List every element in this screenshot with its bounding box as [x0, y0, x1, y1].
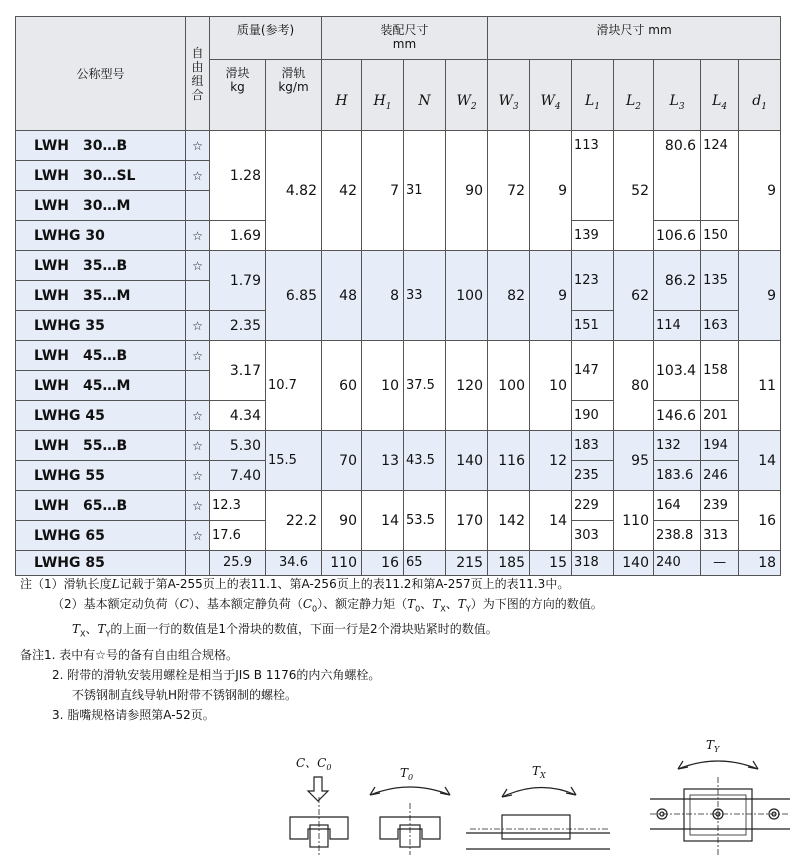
- dim-L1: 123: [572, 251, 614, 311]
- header-mass: 质量(参考): [210, 17, 322, 60]
- dim-L3: 106.6: [654, 221, 701, 251]
- dim-H1: 13: [362, 431, 404, 491]
- free-combo-star: [186, 281, 210, 311]
- dim-L3: 114: [654, 311, 701, 341]
- dim-H1: 7: [362, 131, 404, 251]
- notes: [20, 574, 603, 725]
- col-d1: $d_1$: [739, 60, 781, 131]
- note-2-detail: $T_X$、$T_Y$的上面一行的数值是1个滑块的数值，下面一行是2个滑块贴紧时的数值。: [72, 622, 498, 639]
- dim-L1: 139: [572, 221, 614, 251]
- dim-W2: 215: [446, 551, 488, 576]
- note-2: （2）基本额定动负荷（C）、基本额定静负荷$(C_0)$、额定静力矩（$T_0$、$T_X$、$T_Y$）为下图的方向的数值。: [52, 597, 603, 614]
- dim-L1: 113: [572, 131, 614, 221]
- load-arrow-icon: [308, 777, 328, 801]
- dim-N: 65: [404, 551, 446, 576]
- tx-arc-arrow-icon: [502, 787, 576, 797]
- dim-L4: 124: [701, 131, 739, 221]
- header-block-dims: 滑块尺寸 mm: [488, 17, 781, 60]
- dim-W3: 116: [488, 431, 530, 491]
- dim-H1: 14: [362, 491, 404, 551]
- mass-block: 25.9: [210, 551, 266, 576]
- free-combo-star: ☆: [186, 341, 210, 371]
- model-cell: LWH 30…B: [16, 131, 186, 161]
- dim-L1: 183: [572, 431, 614, 461]
- model-cell: LWH 65…B: [16, 491, 186, 521]
- dim-H: 60: [322, 341, 362, 431]
- dim-d1: 9: [739, 131, 781, 251]
- model-cell: LWHG 45: [16, 401, 186, 431]
- dim-H: 90: [322, 491, 362, 551]
- mass-rail: 15.5: [266, 431, 322, 491]
- col-N: N: [404, 60, 446, 131]
- dim-L3: 103.4: [654, 341, 701, 401]
- free-combo-star: [186, 191, 210, 221]
- dim-L4: 201: [701, 401, 739, 431]
- col-L4: $L_4$: [701, 60, 739, 131]
- dim-d1: 18: [739, 551, 781, 576]
- dim-W4: 14: [530, 491, 572, 551]
- header-free-combo: 自 由 组 合: [186, 17, 210, 131]
- dim-L3: 183.6: [654, 461, 701, 491]
- dim-W4: 15: [530, 551, 572, 576]
- mass-block: 1.69: [210, 221, 266, 251]
- dim-W3: 82: [488, 251, 530, 341]
- dim-H: 48: [322, 251, 362, 341]
- header-mass-block: 滑块 kg: [210, 60, 266, 131]
- dim-L4: 158: [701, 341, 739, 401]
- header-mass-rail: 滑轨 kg/m: [266, 60, 322, 131]
- dim-N: 33: [404, 251, 446, 341]
- dim-d1: 16: [739, 491, 781, 551]
- col-H: H: [322, 60, 362, 131]
- mass-rail: 10.7: [266, 341, 322, 431]
- remark-1: 备注1. 表中有☆号的备有自由组合规格。: [20, 647, 239, 662]
- rail-side-icon: [466, 833, 610, 849]
- dim-d1: 9: [739, 251, 781, 341]
- dim-L2: 140: [614, 551, 654, 576]
- dim-W4: 9: [530, 131, 572, 251]
- dim-W2: 100: [446, 251, 488, 341]
- load-direction-diagram: [270, 733, 790, 855]
- mass-block: 1.28: [210, 131, 266, 221]
- dim-L1: 318: [572, 551, 614, 576]
- dim-L3: 146.6: [654, 401, 701, 431]
- dim-W4: 12: [530, 431, 572, 491]
- dim-H: 110: [322, 551, 362, 576]
- dim-H: 42: [322, 131, 362, 251]
- col-W4: $W_4$: [530, 60, 572, 131]
- dim-L2: 62: [614, 251, 654, 341]
- model-cell: LWH 35…B: [16, 251, 186, 281]
- ty-label: $T_Y$: [706, 738, 720, 754]
- free-combo-star: ☆: [186, 401, 210, 431]
- dim-W3: 185: [488, 551, 530, 576]
- free-combo-star: ☆: [186, 221, 210, 251]
- dim-N: 37.5: [404, 341, 446, 431]
- tx-label: $T_X$: [532, 764, 546, 780]
- col-W3: $W_3$: [488, 60, 530, 131]
- free-combo-star: ☆: [186, 431, 210, 461]
- note-1: 注（1）滑轨长度L记载于第A-255页上的表11.1、第A-256页上的表11.2和第A-257页上的表11.3中。: [20, 577, 570, 591]
- dim-L4: 194: [701, 431, 739, 461]
- dim-L4: 150: [701, 221, 739, 251]
- free-combo-star: ☆: [186, 161, 210, 191]
- ty-arc-arrow-icon: [678, 761, 758, 769]
- dim-W3: 72: [488, 131, 530, 251]
- dim-L4: 239: [701, 491, 739, 521]
- dim-L1: 147: [572, 341, 614, 401]
- model-cell: LWHG 85: [16, 551, 186, 576]
- model-cell: LWH 30…M: [16, 191, 186, 221]
- dim-L2: 80: [614, 341, 654, 431]
- model-cell: LWH 55…B: [16, 431, 186, 461]
- dim-L4: 246: [701, 461, 739, 491]
- remark-3: 3. 脂嘴规格请参照第A-52页。: [52, 707, 215, 722]
- free-combo-star: ☆: [186, 461, 210, 491]
- dim-L1: 235: [572, 461, 614, 491]
- dim-d1: 11: [739, 341, 781, 431]
- model-cell: LWHG 65: [16, 521, 186, 551]
- mass-rail: 22.2: [266, 491, 322, 551]
- dim-L2: 95: [614, 431, 654, 491]
- mass-rail: 34.6: [266, 551, 322, 576]
- dim-N: 31: [404, 131, 446, 251]
- block-side-icon: [502, 815, 570, 839]
- dim-W3: 142: [488, 491, 530, 551]
- t0-label: $T_0$: [400, 766, 414, 782]
- dim-L1: 151: [572, 311, 614, 341]
- mass-block: 2.35: [210, 311, 266, 341]
- dim-W2: 140: [446, 431, 488, 491]
- header-model: 公称型号: [16, 17, 186, 131]
- model-cell: LWHG 55: [16, 461, 186, 491]
- dim-L1: 229: [572, 491, 614, 521]
- model-cell: LWH 45…B: [16, 341, 186, 371]
- dim-W4: 9: [530, 251, 572, 341]
- free-combo-star: ☆: [186, 311, 210, 341]
- load-label: C、$C_0$: [296, 756, 332, 772]
- dim-W3: 100: [488, 341, 530, 431]
- mass-rail: 4.82: [266, 131, 322, 251]
- free-combo-star: ☆: [186, 491, 210, 521]
- mass-block: 17.6: [210, 521, 266, 551]
- free-combo-star: ☆: [186, 251, 210, 281]
- dim-L4: —: [701, 551, 739, 576]
- dim-H: 70: [322, 431, 362, 491]
- dim-L1: 190: [572, 401, 614, 431]
- dim-L3: 86.2: [654, 251, 701, 311]
- model-cell: LWH 35…M: [16, 281, 186, 311]
- mass-block: 4.34: [210, 401, 266, 431]
- dim-N: 43.5: [404, 431, 446, 491]
- dim-L2: 52: [614, 131, 654, 251]
- remark-2: 2. 附带的滑轨安装用螺栓是相当于JIS B 1176的内六角螺栓。: [52, 667, 381, 682]
- dim-L3: 164: [654, 491, 701, 521]
- col-L3: $L_3$: [654, 60, 701, 131]
- free-combo-star: [186, 551, 210, 576]
- dim-L4: 135: [701, 251, 739, 311]
- col-W2: $W_2$: [446, 60, 488, 131]
- dim-N: 53.5: [404, 491, 446, 551]
- model-cell: LWH 45…M: [16, 371, 186, 401]
- dim-W2: 170: [446, 491, 488, 551]
- dim-L1: 303: [572, 521, 614, 551]
- mass-block: 12.3: [210, 491, 266, 521]
- mass-block: 7.40: [210, 461, 266, 491]
- mass-rail: 6.85: [266, 251, 322, 341]
- dim-L3: 238.8: [654, 521, 701, 551]
- free-combo-star: ☆: [186, 131, 210, 161]
- free-combo-star: [186, 371, 210, 401]
- dim-L3: 240: [654, 551, 701, 576]
- dim-d1: 14: [739, 431, 781, 491]
- mass-block: 5.30: [210, 431, 266, 461]
- dim-L3: 132: [654, 431, 701, 461]
- dim-W2: 120: [446, 341, 488, 431]
- dim-H1: 16: [362, 551, 404, 576]
- col-L1: $L_1$: [572, 60, 614, 131]
- model-cell: LWH 30…SL: [16, 161, 186, 191]
- t0-arc-arrow-icon: [370, 787, 450, 795]
- spec-table: [15, 16, 781, 576]
- model-cell: LWHG 30: [16, 221, 186, 251]
- col-H1: $H_1$: [362, 60, 404, 131]
- dim-H1: 8: [362, 251, 404, 341]
- header-assembly: 装配尺寸 mm: [322, 17, 488, 60]
- col-L2: $L_2$: [614, 60, 654, 131]
- dim-W4: 10: [530, 341, 572, 431]
- dim-W2: 90: [446, 131, 488, 251]
- mass-block: 3.17: [210, 341, 266, 401]
- mass-block: 1.79: [210, 251, 266, 311]
- model-cell: LWHG 35: [16, 311, 186, 341]
- dim-H1: 10: [362, 341, 404, 431]
- free-combo-star: ☆: [186, 521, 210, 551]
- dim-L4: 163: [701, 311, 739, 341]
- dim-L3: 80.6: [654, 131, 701, 221]
- dim-L2: 110: [614, 491, 654, 551]
- remark-2-detail: 不锈钢制直线导轨H附带不锈钢制的螺栓。: [72, 687, 298, 702]
- dim-L4: 313: [701, 521, 739, 551]
